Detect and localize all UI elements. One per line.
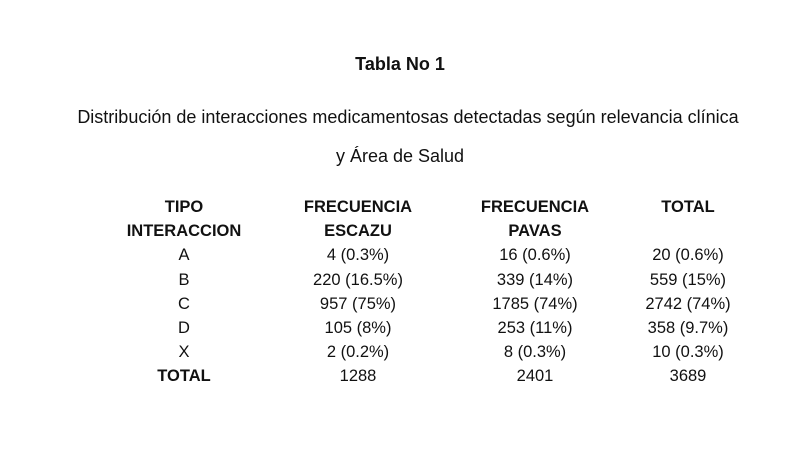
cell-total: 559 (15%): [649, 270, 727, 289]
cell-pavas: 8 (0.3%): [503, 343, 567, 362]
cell-total: 358 (9.7%): [647, 319, 729, 338]
table-row: [108, 340, 762, 364]
header-escazu: ESCAZU: [324, 222, 392, 241]
cell-pavas: 339 (14%): [496, 270, 574, 289]
cell-tipo: C: [178, 294, 190, 313]
cell-pavas: 1785 (74%): [492, 294, 578, 313]
cell-tipo: D: [178, 319, 190, 338]
cell-escazu: 2 (0.2%): [326, 343, 390, 362]
header-interaccion: INTERACCION: [126, 222, 242, 241]
header-row-1: [108, 195, 762, 219]
total-overall: 3689: [669, 367, 707, 386]
table-row: [108, 316, 762, 340]
header-empty: [614, 219, 762, 243]
cell-pavas: 16 (0.6%): [499, 246, 571, 265]
cell-escazu: 105 (8%): [324, 319, 392, 338]
cell-tipo: A: [178, 246, 190, 265]
cell-total: 20 (0.6%): [652, 246, 724, 265]
header-pavas: PAVAS: [508, 222, 562, 241]
table-title: Tabla No 1: [355, 54, 445, 74]
cell-escazu: 957 (75%): [319, 294, 397, 313]
cell-tipo: X: [178, 343, 190, 362]
table-row: [108, 243, 762, 267]
table-row: [108, 292, 762, 316]
total-escazu: 1288: [339, 367, 377, 386]
total-label: TOTAL: [157, 367, 211, 386]
table-caption-line-1: Distribución de interacciones medicamentosas detectadas según relevancia clínica: [77, 107, 739, 127]
cell-escazu: 4 (0.3%): [326, 246, 390, 265]
header-frecuencia-escazu: FRECUENCIA: [303, 198, 413, 216]
total-pavas: 2401: [516, 367, 554, 386]
cell-tipo: B: [178, 270, 190, 289]
interactions-table: [108, 195, 762, 389]
table-caption-line-2: y Área de Salud: [335, 146, 465, 166]
header-total: TOTAL: [661, 198, 715, 216]
cell-total: 2742 (74%): [645, 294, 731, 313]
total-row: [108, 364, 762, 388]
header-tipo: TIPO: [164, 198, 204, 216]
cell-escazu: 220 (16.5%): [313, 270, 403, 289]
header-row-2: [108, 219, 762, 243]
table-row: [108, 268, 762, 292]
cell-pavas: 253 (11%): [497, 319, 573, 338]
cell-total: 10 (0.3%): [652, 343, 724, 362]
header-frecuencia-pavas: FRECUENCIA: [480, 198, 590, 216]
